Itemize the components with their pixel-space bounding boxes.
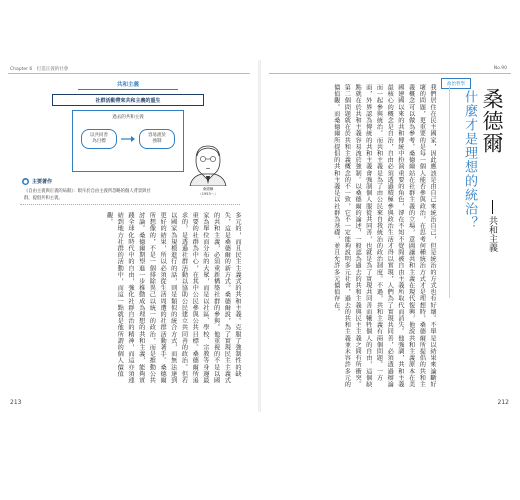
republicanism-diagram bbox=[38, 80, 218, 198]
portrait-years: （1953～） bbox=[198, 192, 218, 196]
diagram-title-underline bbox=[78, 89, 178, 90]
left-body-text: 多元的，而且民主主義式的共和主義。克服了強制性的缺失，這是桑德爾的新方式。桑德爾說，為了實現民主主義式的共和主義，必須重新構築社群的參與。他重視的不是以國家為單位而分布的大眾，而是以社區、學校、宗教等身邊最重要的社群為中心，在其中公民參與公共目標。桑德爾所追求的，是透過社群活動以協助公民建立共同善的政治。但若以國家為規模進行的話，則是類似的統合方式，而無法達到更好的結果，所以必須從生活周遭的社群活動著手。桑德爾所想像的，不是一個排除異己以統一的政治，而是推動公共討論。桑德爾期望進一步推動成為理想的共和主義，能夠實踐全球化時代中的自由，強化社群自治的精神，而這亦須連結到地方社群的活動中，而這一點就是他所謂的個人價值觀。 bbox=[105, 212, 241, 384]
name-theory-rule bbox=[492, 200, 493, 214]
entry-number: No.90 bbox=[493, 66, 507, 71]
book-spine bbox=[258, 60, 261, 412]
left-page bbox=[2, 60, 256, 412]
common-good-box bbox=[81, 129, 117, 149]
running-head-rule bbox=[8, 73, 250, 74]
right-body-text: 我們居住在民主國家，因此應該是由自己來統治自己，但是統治的方式也有好壞。不單是以結果來論斷好壞的問題，更重要的是每一個人能否參與政治，在思考何種統治方式才是理想時，桑德爾所提倡的共和主義概念可以做為參考。桑德爾站在社群主義的立場，意圖讓共和主義在現代復興，他說共和主義原本在美國建國以來的共和傳統中扮演重要的角色，卻在不知不覺間被自由主義所取代而消失。他強調，共和主義最核心的概念是自治，自由必須透過積極參與政治生活才得以實現，人們為了實現共同善，必須透過辯論而一起參與統治。而共和主義是為了由公民來自我統治的政治制度。不過，共和主義有兩個問題。一方面，外界認為傳統的共和主義會強制個人服從共同善，也就是為了實現共同善而犧牲個人的自由，這個缺點就在於共和主義容易流於強制。以桑德爾的論述，一般認為過去的共和主義與民主主義之間有所衝突。第二個問題就在於共和主義概念的不一致，它不一定能夠說明多元社會，過去的共和主義並未容許多元的價值觀。而桑德爾所提倡的共和主義是以社群為基礎，並且允許多元價值存在。 bbox=[332, 84, 436, 388]
right-page-number: 212 bbox=[497, 399, 509, 406]
coercion-text: 容易流於 強制 bbox=[148, 133, 166, 144]
section-divider bbox=[20, 204, 240, 205]
chapter-question: 什麼才是理想的統治？ bbox=[462, 90, 477, 230]
past-republicanism-frame bbox=[72, 110, 184, 172]
coercion-box bbox=[139, 129, 175, 149]
right-running-rule bbox=[269, 73, 511, 74]
main-works-body: 《自由主義與正義的局限》：駁斥於自由主義所忽略的個人背景與社群，提倡共和主義。 bbox=[24, 189, 151, 201]
philosopher-name: 桑德爾 bbox=[480, 88, 504, 154]
portrait-name: 桑德爾 bbox=[202, 187, 214, 191]
main-works-title: 主要著作 bbox=[32, 179, 53, 185]
diagram-title: 共和主義 bbox=[116, 82, 139, 88]
running-head: Chapter 6 打造正義的社會 bbox=[10, 67, 69, 72]
bullet-icon: ● bbox=[23, 178, 28, 185]
sandel-portrait-icon bbox=[184, 140, 232, 186]
diagram-main-box: 社群活動帶來共和主義的重生 bbox=[52, 94, 204, 106]
right-page bbox=[263, 60, 517, 412]
category-tag: 政治哲學 bbox=[441, 78, 471, 89]
common-good-text: 以共同善 為目標 bbox=[90, 133, 108, 144]
main-works-heading bbox=[22, 178, 52, 185]
past-republicanism-label: 過去的共和主義 bbox=[112, 115, 144, 120]
theory-name: 共和主義 bbox=[487, 216, 497, 252]
left-page-number: 213 bbox=[10, 399, 22, 406]
arrow-right-icon bbox=[121, 135, 135, 143]
